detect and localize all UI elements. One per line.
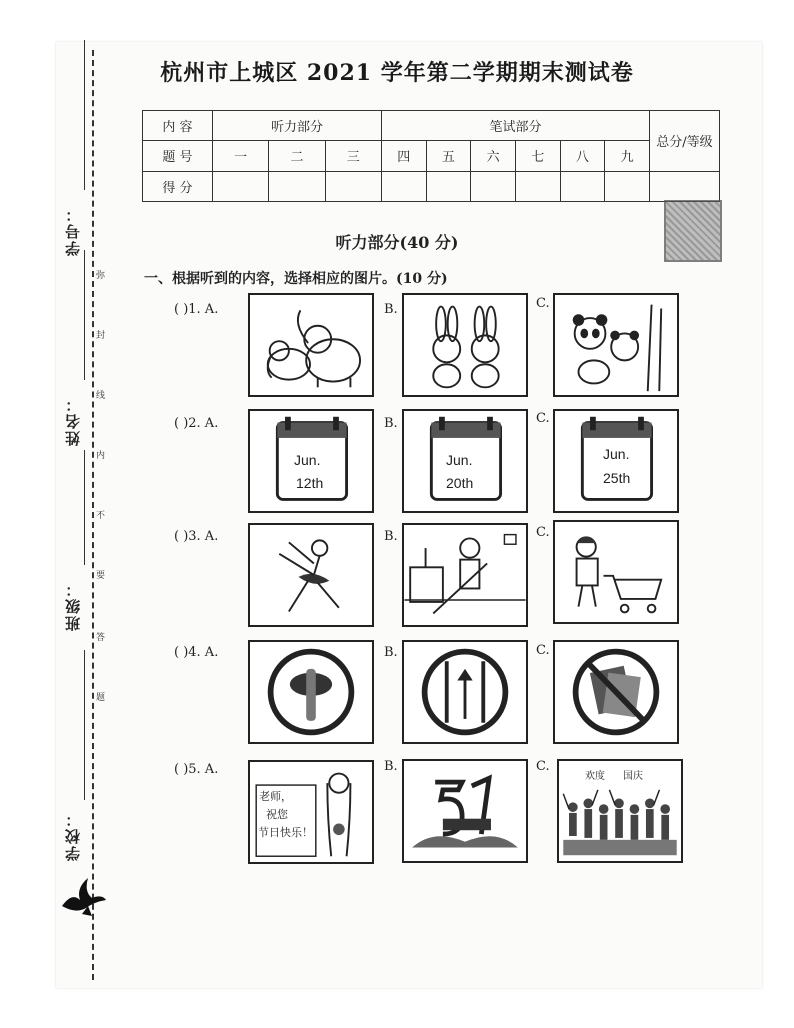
shopping-cart-girl-icon — [555, 522, 677, 622]
class-label: 班级： — [64, 580, 82, 631]
question-number-cell: 一 — [213, 141, 269, 171]
q2-a-day: 12th — [296, 475, 324, 491]
question-number-cell: 五 — [426, 141, 471, 171]
student-name-label: 姓名： — [64, 395, 82, 446]
score-input-cell[interactable] — [605, 171, 650, 201]
q5-option-c-image[interactable] — [557, 759, 683, 863]
q3-option-b-image[interactable] — [402, 523, 528, 627]
question-number-cell: 三 — [325, 141, 381, 171]
q2-a-month: Jun. — [294, 452, 321, 468]
school-label: 学校： — [64, 810, 82, 861]
binding-line — [92, 50, 94, 980]
student-number-label: 学号： — [64, 205, 82, 256]
score-table — [142, 110, 720, 202]
score-input-cell[interactable] — [560, 171, 605, 201]
question-3-number[interactable]: ( )3. A. — [174, 529, 219, 544]
score-input-cell[interactable] — [213, 171, 269, 201]
q4-option-c-image[interactable] — [553, 640, 679, 744]
question-4-number[interactable]: ( )4. A. — [174, 645, 219, 660]
student-name-line — [84, 250, 85, 380]
row-header-number: 题 号 — [143, 141, 213, 171]
seal-char: 答 — [96, 633, 106, 643]
q4-option-b-label[interactable]: B. — [384, 645, 398, 660]
q5-card-line-2: 祝您 — [266, 808, 288, 821]
q4-option-c-label[interactable]: C. — [536, 643, 550, 658]
labour-day-icon — [404, 761, 526, 861]
national-day-celebration-icon — [559, 761, 681, 861]
elephants-icon — [250, 295, 372, 395]
seal-char: 封 — [96, 331, 106, 341]
pandas-icon — [555, 295, 677, 395]
listening-section-cell: 听力部分 — [213, 111, 382, 141]
question-number-cell: 七 — [515, 141, 560, 171]
seal-char: 题 — [96, 693, 106, 703]
score-input-cell[interactable] — [426, 171, 471, 201]
school-line — [84, 650, 85, 800]
q2-c-month: Jun. — [603, 446, 630, 462]
dancing-girl-icon — [250, 525, 372, 625]
q1-option-c-label[interactable]: C. — [536, 296, 550, 311]
listening-section-title: 听力部分(40 分) — [335, 233, 459, 252]
q2-b-day: 20th — [446, 475, 474, 491]
one-way-sign-icon — [404, 642, 526, 742]
q3-option-c-image[interactable] — [553, 520, 679, 624]
class-line — [84, 450, 85, 565]
q4-option-b-image[interactable] — [402, 640, 528, 744]
written-section-cell: 笔试部分 — [381, 111, 649, 141]
score-input-cell[interactable] — [471, 171, 516, 201]
sweeping-girl-icon — [404, 525, 526, 625]
q3-option-b-label[interactable]: B. — [384, 529, 398, 544]
page-title: 杭州市上城区 2021 学年第二学期期末测试卷 — [160, 60, 634, 86]
q1-option-c-image[interactable] — [553, 293, 679, 397]
seal-char: 线 — [96, 391, 106, 401]
quiet-sign-icon — [250, 642, 372, 742]
question-number-cell: 四 — [381, 141, 426, 171]
question-1-number[interactable]: ( )1. A. — [174, 302, 219, 317]
question-2-number[interactable]: ( )2. A. — [174, 416, 219, 431]
q1-option-b-image[interactable] — [402, 293, 528, 397]
q5-card-line-3: 节日快乐！ — [258, 826, 313, 839]
row-header-score: 得 分 — [143, 171, 213, 201]
q2-c-day: 25th — [603, 470, 631, 486]
seal-char: 要 — [96, 571, 106, 581]
total-score-input-cell[interactable] — [650, 171, 720, 201]
q5-option-b-image[interactable] — [402, 759, 528, 863]
part-one-instruction: 一、根据听到的内容，选择相应的图片。(10 分) — [144, 271, 448, 287]
seal-char: 弥 — [96, 271, 106, 281]
swallow-logo-icon — [58, 870, 108, 920]
q5-option-c-label[interactable]: C. — [536, 759, 550, 774]
seal-char: 内 — [96, 451, 106, 461]
q4-option-a-image[interactable] — [248, 640, 374, 744]
question-number-cell: 九 — [605, 141, 650, 171]
q2-b-month: Jun. — [446, 452, 473, 468]
q1-option-b-label[interactable]: B. — [384, 302, 398, 317]
score-input-cell[interactable] — [325, 171, 381, 201]
no-books-sign-icon — [555, 642, 677, 742]
question-number-cell: 二 — [269, 141, 325, 171]
q2-option-c-label[interactable]: C. — [536, 411, 550, 426]
score-input-cell[interactable] — [381, 171, 426, 201]
q1-option-a-image[interactable] — [248, 293, 374, 397]
total-grade-cell: 总分/等级 — [650, 111, 720, 172]
seal-char: 不 — [96, 511, 106, 521]
score-input-cell[interactable] — [269, 171, 325, 201]
q5-celebrate-text-1: 欢度 — [585, 771, 605, 782]
q3-option-a-image[interactable] — [248, 523, 374, 627]
score-input-cell[interactable] — [515, 171, 560, 201]
q5-option-b-label[interactable]: B. — [384, 759, 398, 774]
q5-card-line-1: 老师， — [259, 790, 292, 803]
rabbits-icon — [404, 295, 526, 395]
question-5-number[interactable]: ( )5. A. — [174, 762, 219, 777]
row-header-content: 内 容 — [143, 111, 213, 141]
q3-option-c-label[interactable]: C. — [536, 525, 550, 540]
question-number-cell: 八 — [560, 141, 605, 171]
question-number-cell: 六 — [471, 141, 516, 171]
q5-celebrate-text-2: 国庆 — [623, 771, 643, 782]
q2-option-b-label[interactable]: B. — [384, 416, 398, 431]
